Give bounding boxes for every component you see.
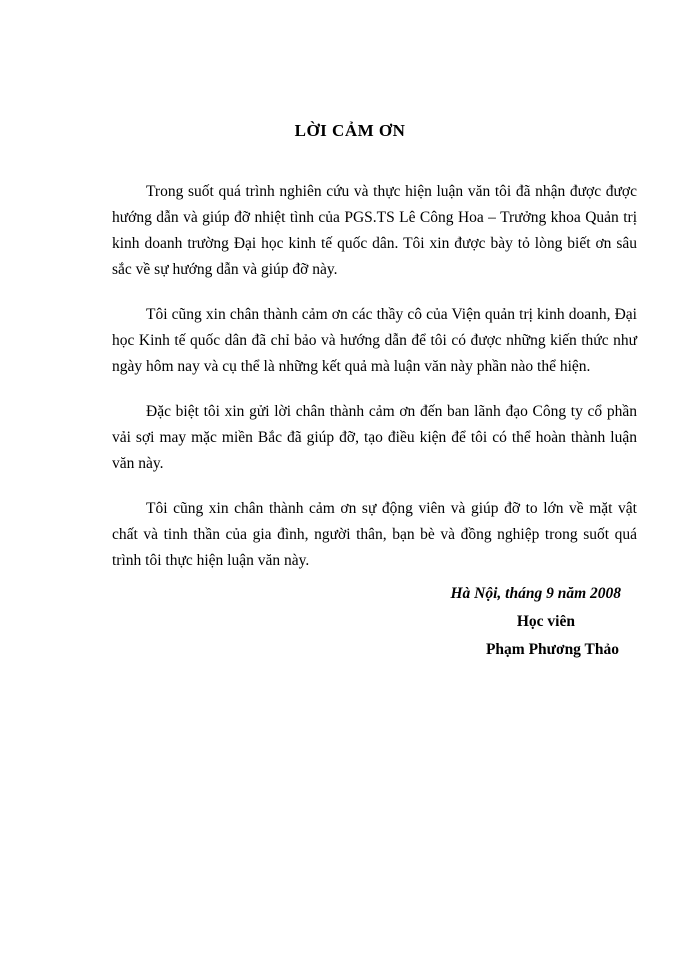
signature-role: Học viên [516,613,575,630]
signature-block [360,580,621,664]
paragraph-4: Tôi cũng xin chân thành cảm ơn sự động viên và giúp đỡ to lớn về mặt vật chất và tinh thần của gia đình, người thân, bạn bè và đồng nghiệp trong suốt quá trình tôi thực hiện luận văn này. [112,500,637,569]
paragraph-3: Đặc biệt tôi xin gửi lời chân thành cảm ơn đến ban lãnh đạo Công ty cổ phần vải sợi may mặc miền Bắc đã giúp đỡ, tạo điều kiện để tôi có thể hoàn thành luận văn này. [112,403,637,472]
page-title: LỜI CẢM ƠN [294,121,406,140]
signature-name: Phạm Phương Thảo [485,641,619,658]
signature-place-date: Hà Nội, tháng 9 năm 2008 [450,585,621,602]
paragraph-2: Tôi cũng xin chân thành cảm ơn các thầy cô của Viện quản trị kinh doanh, Đại học Kinh tế quốc dân đã chỉ bảo và hướng dẫn để tôi có được những kiến thức như ngày hôm nay và cụ thể là những kết quả mà luận văn này phần nào thể hiện. [112,306,637,375]
body-text [112,179,637,593]
paragraph-1: Trong suốt quá trình nghiên cứu và thực hiện luận văn tôi đã nhận được được hướng dẫn và giúp đỡ nhiệt tình của PGS.TS Lê Công Hoa – Trưởng khoa Quản trị kinh doanh trường Đại học kinh tế quốc dân. Tôi xin được bày tỏ lòng biết ơn sâu sắc về sự hướng dẫn và giúp đỡ này. [112,183,637,278]
